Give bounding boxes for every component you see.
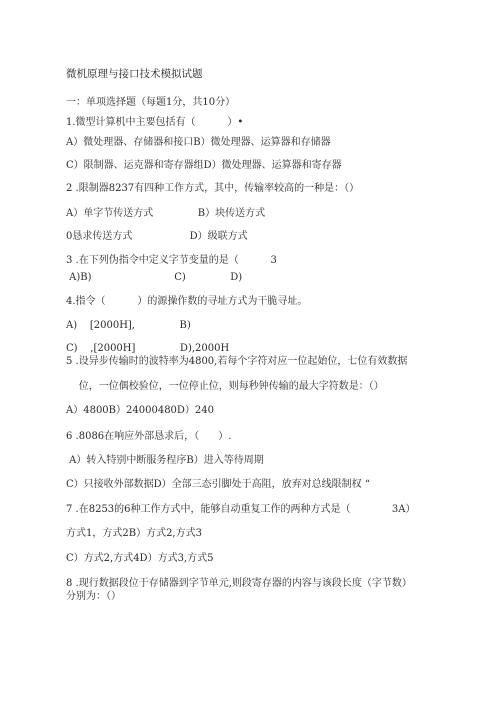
question-5-cont: 位，一位偶校验位，一位停止位，则每秒钟传输的最大字符数是：（）: [66, 381, 384, 392]
q1-options-ab: A）微处理器、存储器和接口B）微处理器、运算器和存储器: [66, 137, 331, 148]
question-7: 7 .在8253的6种工作方式中，能够自动重复工作的两种方式是（ 3A）: [66, 504, 416, 515]
q3-options: A)B) C) D): [66, 272, 243, 283]
q6-options-cd: C）只接收外部数据D）全部三态引脚处于高阻，放弃对总线限制权 “: [66, 479, 370, 490]
q5-options: A）4800B）24000480D）240: [66, 405, 215, 416]
question-4: 4.指令（ ）的源操作数的寻址方式为干脆寻址。: [66, 296, 308, 307]
q1-options-cd: C）限制器、运克器和寄存器组D）微处理器、运算器和寄存器: [66, 160, 342, 171]
section-heading: 一：单项选择题（每题1分，共10分）: [66, 97, 236, 108]
question-6: 6 .8086在响应外部恳求后，（ ）.: [66, 431, 232, 442]
exam-title: 微机原理与接口技术模拟试题: [66, 68, 203, 80]
q7-options-ab: 方式1，方式2B）方式2,方式3: [66, 528, 202, 539]
question-8-cont: 分别为：（）: [66, 591, 121, 602]
question-2: 2 .限制器8237有四种工作方式，其中，传输率较高的一种是：（）: [66, 183, 360, 194]
question-5: 5 .设异步传输时的波特率为4800,若每个字符对应一位起始位，七位有效数据: [66, 356, 408, 367]
q2-options-cd: 0恳求传送方式 D）级联方式: [66, 231, 248, 242]
q6-options-ab: A）转入特别中断服务程序B）进入等待周期: [66, 455, 264, 466]
question-3: 3 .在下列伪指令中定义字节变量的是（ 3: [66, 255, 277, 266]
question-8: 8 .现行数据段位于存储器到字节单元,则段寄存器的内容与该段长度（字节数）: [66, 578, 412, 589]
q4-options-ab: A) [2000H], B): [66, 320, 191, 331]
question-1: 1.微型计算机中主要包括有（ ）•: [66, 117, 244, 128]
q4-options-cd: C) ,[2000H] D),2000H: [66, 343, 230, 354]
q7-options-cd: C）方式2,方式4D）方式3,方式5: [66, 553, 214, 564]
q2-options-ab: A）单字节传送方式 B）块传送方式: [66, 208, 266, 219]
